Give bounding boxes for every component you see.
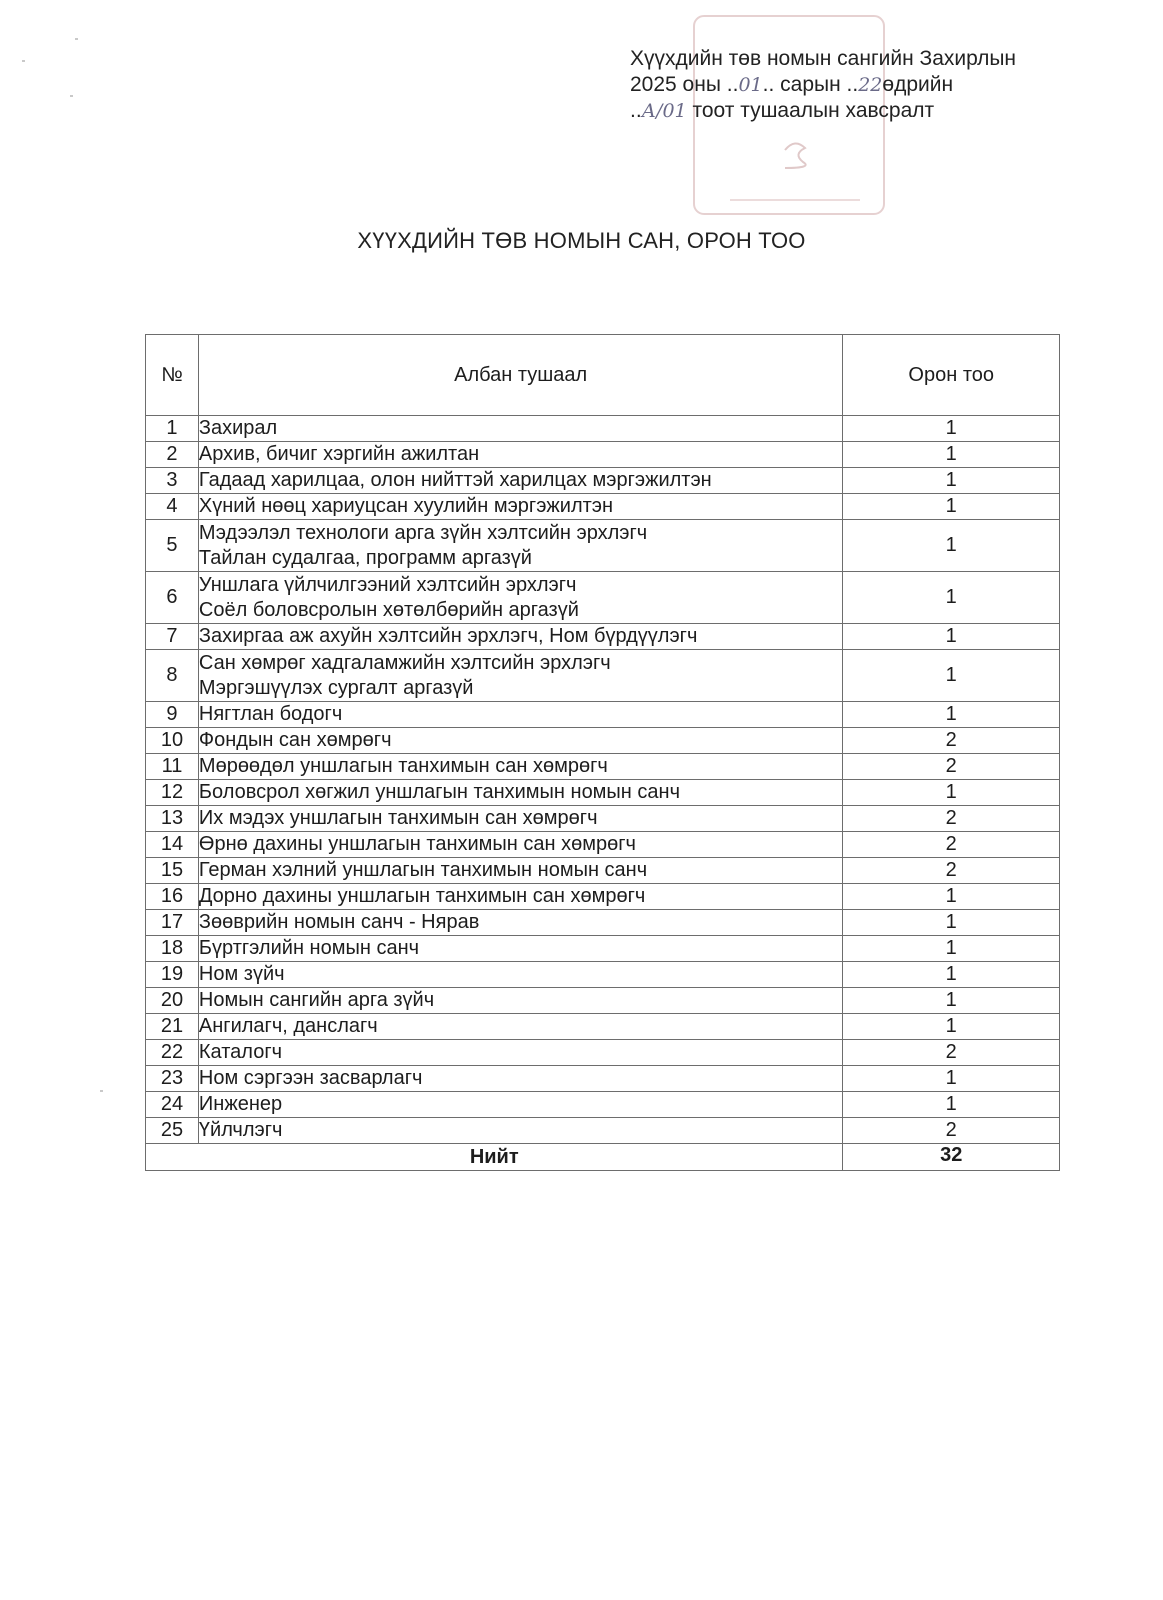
row-count: 1 (843, 884, 1060, 910)
total-count: 32 (843, 1144, 1060, 1171)
table-row (146, 494, 1060, 520)
row-count: 1 (843, 494, 1060, 520)
table-row (146, 780, 1060, 806)
row-position (198, 884, 843, 910)
position-line: Захиргаа аж ахуйн хэлтсийн эрхлэгч, Ном бүрдүүлэгч (198, 625, 698, 647)
attachment-note (630, 46, 1100, 124)
row-number: 9 (146, 702, 199, 728)
table-row (146, 754, 1060, 780)
row-number: 19 (146, 962, 199, 988)
row-number: 6 (146, 572, 199, 624)
row-number: 4 (146, 494, 199, 520)
table-header-row (146, 335, 1060, 416)
table-row (146, 858, 1060, 884)
row-position (198, 1092, 843, 1118)
total-row (146, 1144, 1060, 1171)
table-row (146, 884, 1060, 910)
scan-speck (70, 95, 73, 97)
row-count: 1 (843, 702, 1060, 728)
row-position (198, 1118, 843, 1144)
dots: .. (762, 73, 775, 96)
table-row (146, 1040, 1060, 1066)
row-count: 2 (843, 832, 1060, 858)
table-body (146, 416, 1060, 1144)
attachment-note-line3 (630, 98, 1100, 124)
position-line: Үйлчлэгч (198, 1119, 283, 1141)
row-count: 1 (843, 650, 1060, 702)
position-line: Тайлан судалгаа, программ аргазүй (198, 546, 532, 569)
row-count: 1 (843, 988, 1060, 1014)
row-number: 23 (146, 1066, 199, 1092)
table-row (146, 520, 1060, 572)
position-line: Бүртгэлийн номын санч (198, 937, 420, 959)
month-word: сарын (780, 73, 841, 96)
staff-table (145, 334, 1060, 1171)
position-line: Архив, бичиг хэргийн ажилтан (198, 443, 480, 465)
row-count: 1 (843, 416, 1060, 442)
row-number: 16 (146, 884, 199, 910)
header-position: Албан тушаал (198, 335, 843, 416)
row-position (198, 624, 843, 650)
scan-speck (22, 60, 25, 62)
row-position (198, 936, 843, 962)
position-line: Захирал (198, 417, 278, 439)
row-position (198, 468, 843, 494)
row-position (198, 1040, 843, 1066)
row-count: 1 (843, 468, 1060, 494)
row-count: 2 (843, 1118, 1060, 1144)
position-line: Уншлага үйлчилгээний хэлтсийн эрхлэгч (198, 573, 577, 596)
position-line: Фондын сан хөмрөгч (198, 729, 392, 751)
table-row (146, 468, 1060, 494)
position-line: Каталогч (198, 1041, 283, 1063)
row-count: 1 (843, 936, 1060, 962)
table-row (146, 1014, 1060, 1040)
row-number: 8 (146, 650, 199, 702)
row-number: 13 (146, 806, 199, 832)
position-line: Инженер (198, 1093, 283, 1115)
day-word: өдрийн (882, 73, 954, 96)
header-count: Орон тоо (843, 335, 1060, 416)
row-number: 20 (146, 988, 199, 1014)
row-number: 17 (146, 910, 199, 936)
table-row (146, 936, 1060, 962)
header-no: № (146, 335, 199, 416)
row-count: 1 (843, 572, 1060, 624)
dots: .. (630, 99, 642, 122)
row-count: 1 (843, 962, 1060, 988)
table-row (146, 650, 1060, 702)
row-number: 5 (146, 520, 199, 572)
row-number: 7 (146, 624, 199, 650)
row-count: 1 (843, 520, 1060, 572)
row-count: 2 (843, 858, 1060, 884)
row-position (198, 572, 843, 624)
row-count: 2 (843, 728, 1060, 754)
handwritten-order-number: А/01 (641, 100, 687, 122)
attachment-note-line1: Хүүхдийн төв номын сангийн Захирлын (630, 47, 1017, 70)
handwritten-month: 01 (738, 74, 763, 96)
row-number: 3 (146, 468, 199, 494)
dots: .. (726, 73, 739, 96)
table-row (146, 910, 1060, 936)
row-number: 21 (146, 1014, 199, 1040)
row-position (198, 1014, 843, 1040)
table-row (146, 1092, 1060, 1118)
position-line: Соёл боловсролын хөтөлбөрийн аргазүй (198, 598, 579, 621)
position-line: Ангилагч, данслагч (198, 1015, 378, 1037)
row-number: 15 (146, 858, 199, 884)
scan-speck (75, 38, 78, 40)
row-number: 11 (146, 754, 199, 780)
row-count: 1 (843, 624, 1060, 650)
position-line: Мэргэшүүлэх сургалт аргазүй (198, 676, 474, 699)
table-row (146, 728, 1060, 754)
row-count: 1 (843, 780, 1060, 806)
row-position (198, 416, 843, 442)
order-text: тоот тушаалын хавсралт (692, 99, 935, 122)
row-count: 1 (843, 1066, 1060, 1092)
row-position (198, 832, 843, 858)
row-number: 2 (146, 442, 199, 468)
row-count: 2 (843, 754, 1060, 780)
table-row (146, 988, 1060, 1014)
position-line: Герман хэлний уншлагын танхимын номын санч (198, 859, 648, 881)
row-position (198, 728, 843, 754)
table-row (146, 572, 1060, 624)
dots: .. (846, 73, 859, 96)
position-line: Зөөврийн номын санч - Нярав (198, 911, 480, 933)
row-number: 14 (146, 832, 199, 858)
row-position (198, 988, 843, 1014)
position-line: Боловсрол хөгжил уншлагын танхимын номын санч (198, 781, 680, 803)
row-number: 10 (146, 728, 199, 754)
row-count: 2 (843, 1040, 1060, 1066)
position-line: Их мэдэх уншлагын танхимын сан хөмрөгч (198, 807, 598, 829)
position-line: Дорно дахины уншлагын танхимын сан хөмрөгч (198, 885, 646, 907)
attachment-year: 2025 оны (630, 73, 721, 96)
total-label: Нийт (146, 1144, 843, 1171)
table-row (146, 442, 1060, 468)
row-position (198, 962, 843, 988)
position-line: Мэдээлэл технологи арга зүйн хэлтсийн эрхлэгч (198, 521, 648, 544)
table-row (146, 962, 1060, 988)
row-count: 1 (843, 1092, 1060, 1118)
row-position (198, 754, 843, 780)
position-line: Хүний нөөц хариуцсан хуулийн мэргэжилтэн (198, 495, 614, 517)
position-line: Сан хөмрөг хадгаламжийн хэлтсийн эрхлэгч (198, 651, 611, 674)
handwritten-day: 22 (858, 74, 883, 96)
position-line: Мөрөөдөл уншлагын танхимын сан хөмрөгч (198, 755, 608, 777)
table-row (146, 624, 1060, 650)
row-number: 24 (146, 1092, 199, 1118)
row-position (198, 650, 843, 702)
attachment-note-line2 (630, 72, 1100, 98)
row-position (198, 780, 843, 806)
row-position (198, 442, 843, 468)
row-position (198, 520, 843, 572)
position-line: Нягтлан бодогч (198, 703, 343, 725)
position-line: Номын сангийн арга зүйч (198, 989, 435, 1011)
row-count: 1 (843, 1014, 1060, 1040)
row-count: 2 (843, 806, 1060, 832)
row-position (198, 858, 843, 884)
row-position (198, 1066, 843, 1092)
document-title: ХҮҮХДИЙН ТӨВ НОМЫН САН, ОРОН ТОО (357, 228, 806, 253)
row-number: 22 (146, 1040, 199, 1066)
row-number: 1 (146, 416, 199, 442)
row-position (198, 910, 843, 936)
row-position (198, 806, 843, 832)
position-line: Гадаад харилцаа, олон нийттэй харилцах мэргэжилтэн (198, 469, 712, 491)
table-row (146, 832, 1060, 858)
table-row (146, 416, 1060, 442)
stamp-signature (785, 143, 806, 168)
position-line: Өрнө дахины уншлагын танхимын сан хөмрөгч (198, 833, 636, 855)
row-position (198, 494, 843, 520)
scan-speck (100, 1090, 103, 1092)
row-count: 1 (843, 442, 1060, 468)
table-row (146, 1118, 1060, 1144)
position-line: Ном зүйч (198, 963, 285, 985)
row-number: 12 (146, 780, 199, 806)
table-row (146, 806, 1060, 832)
row-number: 18 (146, 936, 199, 962)
position-line: Ном сэргээн засварлагч (198, 1067, 423, 1089)
table-row (146, 1066, 1060, 1092)
table-row (146, 702, 1060, 728)
row-number: 25 (146, 1118, 199, 1144)
row-position (198, 702, 843, 728)
row-count: 1 (843, 910, 1060, 936)
